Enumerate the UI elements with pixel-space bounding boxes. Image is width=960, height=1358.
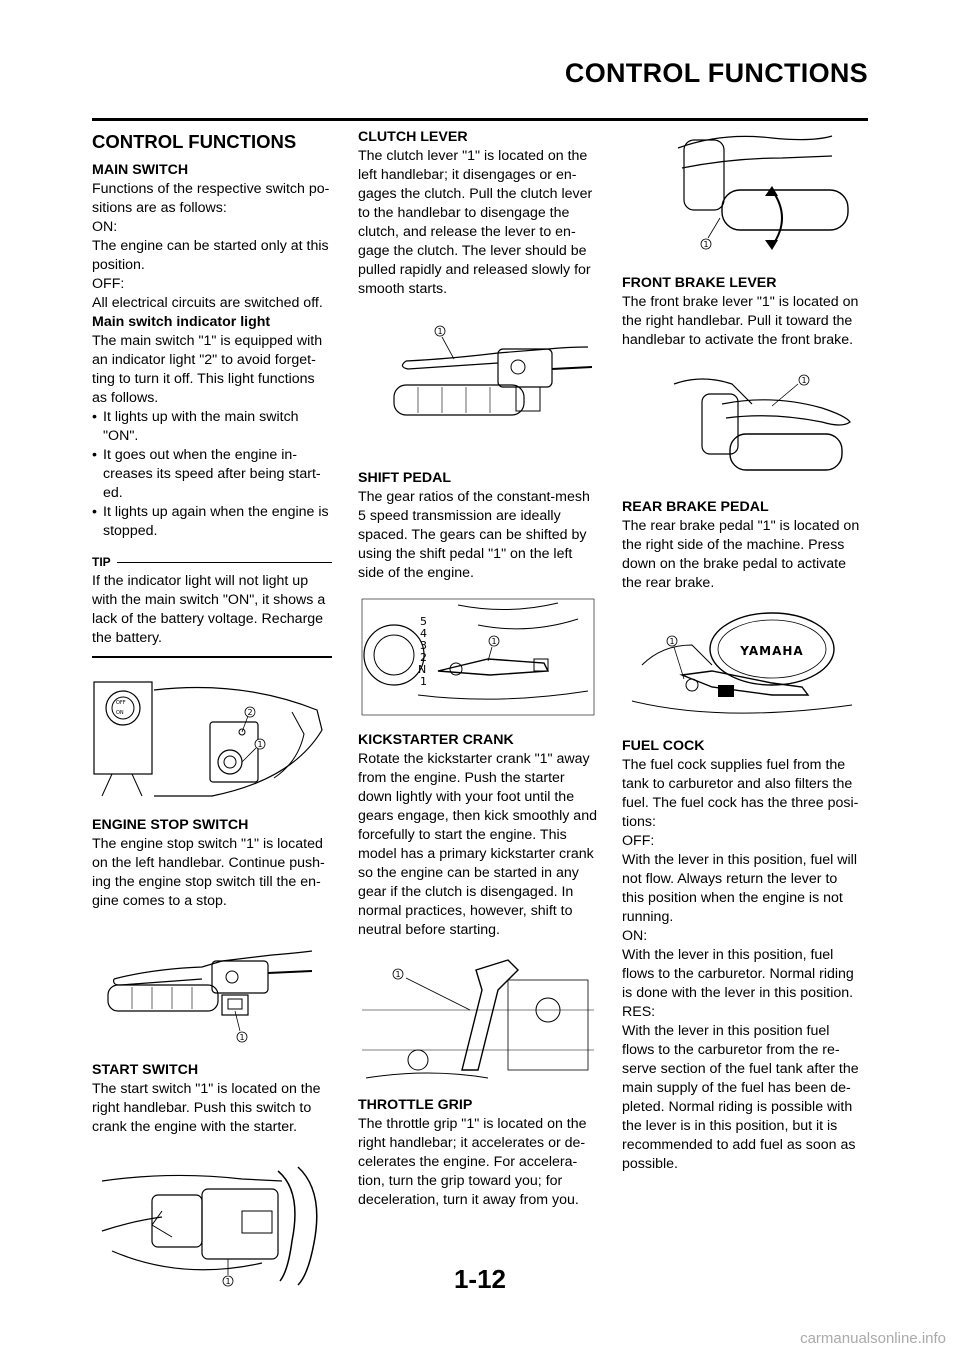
main-switch-intro: Functions of the respective switch po-sitions are as follows: bbox=[92, 181, 330, 216]
engine-stop-text: The engine stop switch "1" is located on the left handlebar. Continue push-ing the engine stop switch till the en-gine comes to a stop. bbox=[92, 836, 325, 909]
shift-pedal-text: The gear ratios of the constant-mesh 5 speed transmission are ideally spaced. The gears can be shifted by using the shift pedal "1" on the left side of the engine. bbox=[358, 489, 590, 581]
rear-brake-text: The rear brake pedal "1" is located on the right side of the machine. Press down on the brake pedal to activate the rear brake. bbox=[622, 518, 860, 591]
fuel-cock-res-text: With the lever in this position fuel flows to the carburetor from the re-serve section of the fuel tank after the main supply of the fuel has been de-pleted. Normal riding is possible with the lever is in this position, but it is recommended to add fuel as soon as possible. bbox=[622, 1023, 859, 1172]
throttle-grip-figure bbox=[622, 128, 862, 266]
main-switch-off-text: All electrical circuits are switched off. bbox=[92, 295, 323, 311]
indicator-bullets bbox=[92, 408, 332, 541]
shift-pedal-heading: SHIFT PEDAL bbox=[358, 470, 452, 486]
fig-off-text: OFF bbox=[116, 700, 126, 706]
fuel-cock-off-text: With the lever in this position, fuel will not flow. Always return the lever to this position when the engine is not running. bbox=[622, 852, 857, 925]
callout-1: 1 bbox=[239, 1033, 245, 1042]
main-switch-off-label: OFF: bbox=[92, 276, 125, 292]
page-header-title: CONTROL FUNCTIONS bbox=[564, 58, 868, 88]
callout-1: 1 bbox=[491, 637, 497, 646]
engine-stop-figure bbox=[92, 925, 332, 1049]
section-title: CONTROL FUNCTIONS bbox=[92, 131, 297, 152]
indicator-text: The main switch "1" is equipped with an indicator light "2" to avoid forget-ting to turn it off. This light functions as follows. bbox=[92, 333, 323, 406]
clutch-lever-text: The clutch lever "1" is located on the left handlebar; it disengages or en-gages the clutch. Pull the clutch lever to the handlebar to disengage the clutch, and release the lever to en-gage the clutch. The lever should be pulled rapidly and released slowly for smooth starts. bbox=[358, 148, 593, 297]
kickstarter-text: Rotate the kickstarter crank "1" away from the engine. Push the starter down lightly with your foot until the gears engage, then kick smoothly and forcefully to start the engine. This model has a primary kickstarter crank so the engine can be started in any gear if the clutch is disengaged. In normal practices, however, shift to neutral before starting. bbox=[358, 751, 597, 938]
rear-brake-heading: REAR BRAKE PEDAL bbox=[622, 499, 769, 515]
rear-brake-figure bbox=[622, 605, 862, 729]
kickstarter-figure bbox=[358, 950, 598, 1086]
main-switch-on-text: The engine can be started only at this position. bbox=[92, 238, 329, 273]
fuel-cock-text: The fuel cock supplies fuel from the tank to carburetor and also filters the fuel. The fuel cock has the three posi-tions: bbox=[622, 757, 859, 830]
list-item: • It goes out when the engine in-creases its speed after being start-ed. bbox=[92, 446, 332, 503]
fuel-cock-heading: FUEL COCK bbox=[622, 738, 705, 754]
gear-label: N bbox=[418, 663, 427, 676]
fuel-cock-on-text: With the lever in this position, fuel flows to the carburetor. Normal riding is done with the lever in this position. bbox=[622, 947, 854, 1001]
main-switch-heading: MAIN SWITCH bbox=[92, 162, 189, 178]
header-rule bbox=[92, 118, 868, 121]
column-right bbox=[622, 128, 862, 1174]
fuel-cock-off-label: OFF: bbox=[622, 833, 655, 849]
callout-1: 1 bbox=[669, 637, 675, 646]
callout-1: 1 bbox=[257, 740, 263, 749]
list-item: • It lights up with the main switch "ON". bbox=[92, 408, 332, 446]
gear-label: 2 bbox=[420, 651, 427, 664]
tip-header bbox=[92, 553, 332, 572]
start-switch-heading: START SWITCH bbox=[92, 1062, 199, 1078]
front-brake-heading: FRONT BRAKE LEVER bbox=[622, 275, 777, 291]
gear-label: 1 bbox=[420, 675, 427, 688]
engine-stop-heading: ENGINE STOP SWITCH bbox=[92, 817, 249, 833]
fig-on-text: ON bbox=[116, 710, 124, 716]
indicator-heading: Main switch indicator light bbox=[92, 314, 271, 330]
gear-label: 5 bbox=[420, 615, 427, 628]
fuel-cock-on-label: ON: bbox=[622, 928, 648, 944]
fuel-cock-res-label: RES: bbox=[622, 1004, 656, 1020]
kickstarter-heading: KICKSTARTER CRANK bbox=[358, 732, 514, 748]
main-switch-on-label: ON: bbox=[92, 219, 118, 235]
list-item: • It lights up again when the engine is stopped. bbox=[92, 503, 332, 541]
callout-1: 1 bbox=[703, 240, 709, 249]
tip-box bbox=[92, 553, 332, 658]
column-left bbox=[92, 128, 332, 1291]
callout-1: 1 bbox=[225, 1277, 231, 1286]
tip-label: TIP bbox=[92, 555, 111, 569]
start-switch-text: The start switch "1" is located on the right handlebar. Push this switch to crank the engine with the starter. bbox=[92, 1081, 321, 1135]
clutch-lever-figure bbox=[358, 319, 598, 443]
clutch-lever-heading: CLUTCH LEVER bbox=[358, 129, 468, 145]
main-switch-figure bbox=[92, 670, 332, 806]
callout-2: 2 bbox=[247, 708, 253, 717]
page-number: 1-12 bbox=[453, 1264, 507, 1294]
tip-text: If the indicator light will not light up with the main switch "ON", it shows a lack of the battery voltage. Recharge the battery. bbox=[92, 573, 326, 646]
callout-1: 1 bbox=[801, 376, 807, 385]
watermark[interactable]: carmanualsonline.info bbox=[800, 1330, 946, 1347]
brand-text: YAMAHA bbox=[740, 644, 804, 658]
gear-label: 3 bbox=[420, 639, 427, 652]
gear-label: 4 bbox=[420, 627, 427, 640]
column-middle bbox=[358, 128, 598, 1210]
front-brake-figure bbox=[622, 364, 862, 488]
throttle-grip-text: The throttle grip "1" is located on the right handlebar; it accelerates or de-celerates the engine. For accelera-tion, turn the grip toward you; for deceleration, turn it away from you. bbox=[358, 1116, 587, 1208]
throttle-grip-heading: THROTTLE GRIP bbox=[358, 1097, 473, 1113]
shift-pedal-figure bbox=[358, 595, 598, 719]
front-brake-text: The front brake lever "1" is located on the right handlebar. Pull it toward the handlebar to activate the front brake. bbox=[622, 294, 859, 348]
callout-1: 1 bbox=[395, 970, 401, 979]
callout-1: 1 bbox=[437, 327, 443, 336]
